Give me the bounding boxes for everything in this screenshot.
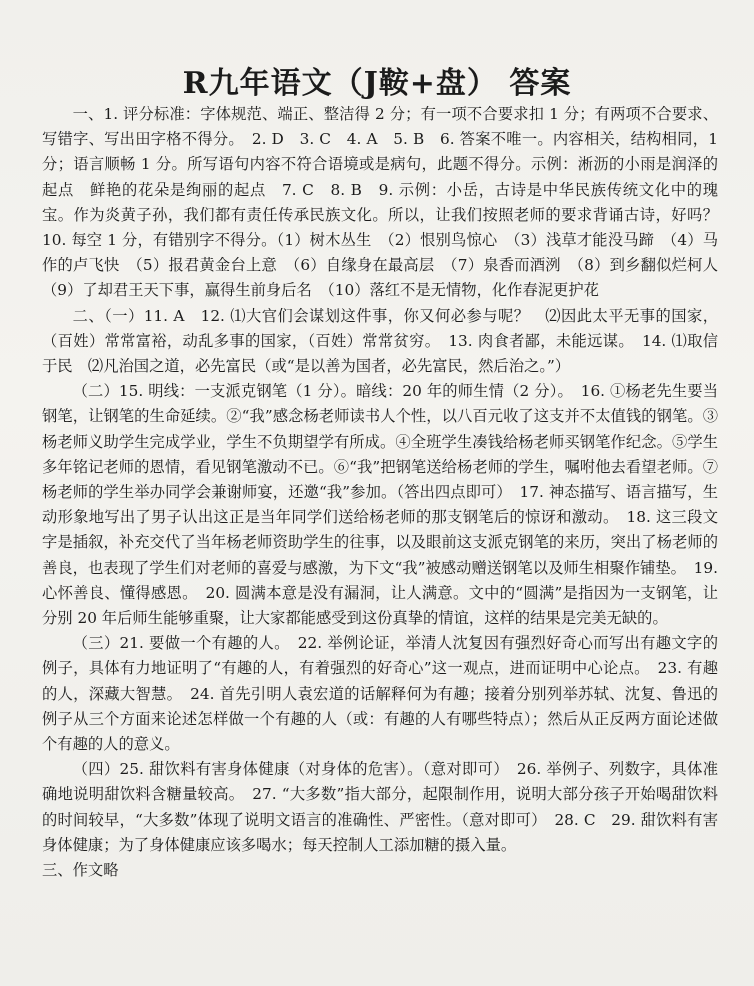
section-two-part-three-answers: （三）21. 要做一个有趣的人。 22. 举例论证，举清人沈复因有强烈好奇心而写出有趣文字的例子，具体有力地证明了“有趣的人，有着强烈的好奇心”这一观点，进而证明中心论点。 23. 有趣的人，深藏大智慧。 24. 首先引明人袁宏道的话解释何为有趣；接着分别列举苏轼、沈复、鲁迅的例子从三个方面来论述怎样做一个有趣的人（或：有趣的人有哪些特点）；然后从正反两方面论述做个有趣的人的意义。	[42, 634, 718, 754]
section-two-part-one-answers: 二、（一）11. A 12. ⑴大官们会谋划这件事，你又何必参与呢？ ⑵因此太平无事的国家，（百姓）常常富裕，动乱多事的国家，（百姓）常常贫穷。 13. 肉食者鄙，未能远谋。 14. ⑴取信于民 ⑵凡治国之道，必先富民（或“是以善为国者，必先富民，然后治之。”）	[42, 306, 718, 376]
section-three-note: 三、作文略	[42, 861, 119, 880]
section-one-answers: 一、1. 评分标准：字体规范、端正、整洁得 2 分；有一项不合要求扣 1 分；有两项不合要求、写错字、写出田字格不得分。 2. D 3. C 4. A 5. B 6. 答案不唯一。内容相关，结构相同，1 分；语言顺畅 1 分。所写语句内容不符合语境或是病句，此题不得分。示例：淅沥的小雨是润泽的起点 鲜艳的花朵是绚丽的起点 7. C 8. B 9. 示例：小岳，古诗是中华民族传统文化中的瑰宝。作为炎黄子孙，我们都有责任传承民族文化。所以，让我们按照老师的要求背诵古诗，好吗？ 10. 每空 1 分，有错别字不得分。（1）树木丛生 （2）恨别鸟惊心 （3）浅草才能没马蹄 （4）马作的卢飞快 （5）报君黄金台上意 （6）自缘身在最高层 （7）泉香而酒洌 （8）到乡翻似烂柯人 （9）了却君王天下事，赢得生前身后名 （10）落红不是无情物，化作春泥更护花	[42, 105, 734, 300]
page-title: R九年语文（J鞍+盘） 答案	[182, 66, 572, 101]
section-two-part-four-answers: （四）25. 甜饮料有害身体健康（对身体的危害）。（意对即可） 26. 举例子、列数字，具体准确地说明甜饮料含糖量较高。 27. “大多数”指大部分，起限制作用，说明大部分孩子开始喝甜饮料的时间较早，“大多数”体现了说明文语言的准确性、严密性。（意对即可） 28. C 29. 甜饮料有害身体健康；为了身体健康应该多喝水；每天控制人工添加糖的摄入量。	[42, 760, 718, 854]
section-two-part-two-answers: （二）15. 明线：一支派克钢笔（1 分）。暗线：20 年的师生情（2 分）。 16. ①杨老先生要当钢笔，让钢笔的生命延续。②“我”感念杨老师读书人个性，以八百元收了这支并不太值钱的钢笔。③杨老师义助学生完成学业，学生不负期望学有所成。④全班学生凑钱给杨老师买钢笔作纪念。⑤学生多年铭记老师的恩情，看见钢笔激动不已。⑥“我”把钢笔送给杨老师的学生，嘱咐他去看望老师。⑦杨老师的学生举办同学会兼谢师宴，还邀“我”参加。（答出四点即可） 17. 神态描写、语言描写，生动形象地写出了男子认出这正是当年同学们送给杨老师的那支钢笔后的惊讶和激动。 18. 这三段文字是插叙，补充交代了当年杨老师资助学生的往事，以及眼前这支派克钢笔的来历，突出了杨老师的善良，也表现了学生们对老师的喜爱与感激，为下文“我”被感动赠送钢笔以及师生相聚作铺垫。 19. 心怀善良、懂得感恩。 20. 圆满本意是没有漏洞，让人满意。文中的“圆满”是指因为一支钢笔，让分别 20 年后师生能够重聚，让大家都能感受到这份真挚的情谊，这样的结果是完美无缺的。	[42, 382, 718, 628]
answer-body	[42, 101, 734, 883]
